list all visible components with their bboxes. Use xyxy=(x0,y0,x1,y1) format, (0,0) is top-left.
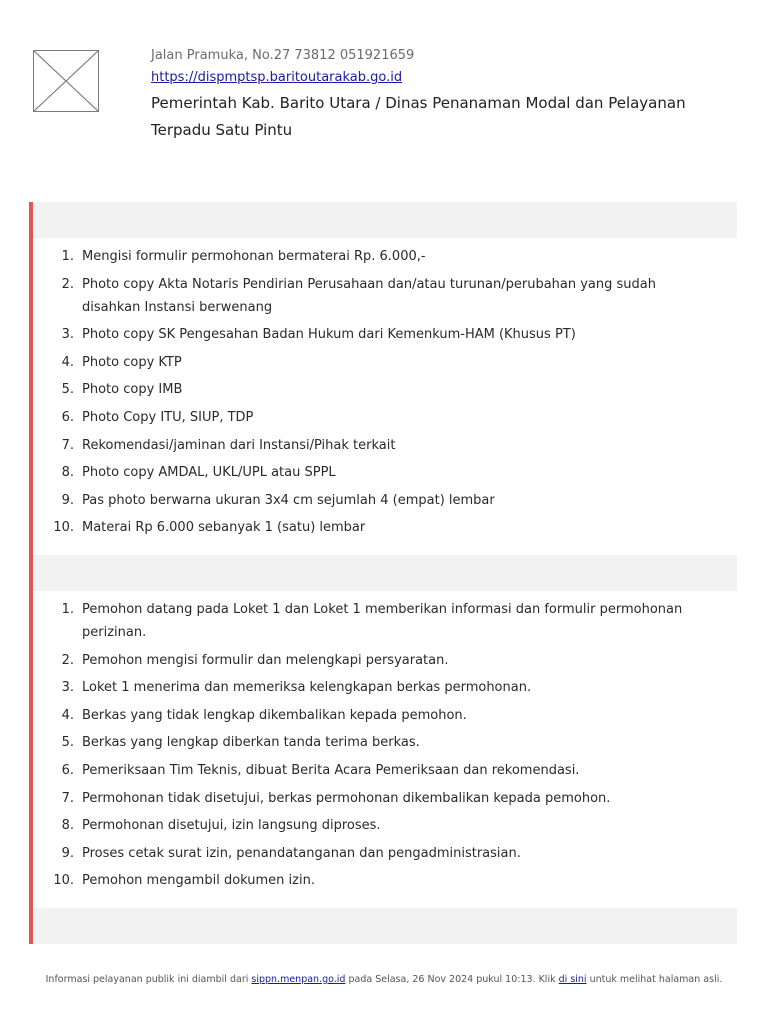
list-item xyxy=(52,434,712,457)
list-item xyxy=(52,378,712,401)
item-text: Berkas yang lengkap diberkan tanda terima berkas. xyxy=(82,735,420,751)
item-number: 4. xyxy=(61,707,74,723)
list-item xyxy=(52,461,712,484)
section-header-requirements xyxy=(33,202,737,238)
list-item xyxy=(52,323,712,346)
list-item xyxy=(52,406,712,429)
item-text: Loket 1 menerima dan memeriksa kelengkapan berkas permohonan. xyxy=(82,680,532,696)
item-number: 9. xyxy=(61,492,74,508)
item-number: 10. xyxy=(53,520,74,536)
item-text: Pas photo berwarna ukuran 3x4 cm sejumlah 4 (empat) lembar xyxy=(82,492,495,508)
item-text: Pemohon datang pada Loket 1 dan Loket 1 memberikan informasi dan formulir permohonan perizinan. xyxy=(82,602,683,640)
list-item xyxy=(52,676,712,699)
agency-name-line1: Pemerintah Kab. Barito Utara / Dinas Penanaman Modal dan Pelayanan xyxy=(151,94,686,112)
item-text: Photo copy AMDAL, UKL/UPL atau SPPL xyxy=(82,465,336,481)
website-link[interactable]: https://dispmptsp.baritoutarakab.go.id xyxy=(151,70,403,85)
list-item xyxy=(52,814,712,837)
list-item xyxy=(52,245,712,268)
footer-prefix: Informasi pelayanan publik ini diambil dari xyxy=(45,974,252,985)
item-number: 7. xyxy=(61,790,74,806)
item-number: 6. xyxy=(61,409,74,425)
item-number: 3. xyxy=(61,680,74,696)
section-header-procedure xyxy=(33,555,737,591)
item-number: 3. xyxy=(61,327,74,343)
item-text: Pemeriksaan Tim Teknis, dibuat Berita Acara Pemeriksaan dan rekomendasi. xyxy=(82,762,580,778)
header xyxy=(151,46,731,144)
source-link[interactable]: sippn.menpan.go.id xyxy=(251,974,346,985)
item-number: 6. xyxy=(61,762,74,778)
item-number: 2. xyxy=(61,652,74,668)
procedure-list xyxy=(52,598,712,897)
item-text: Mengisi formulir permohonan bermaterai Rp. 6.000,- xyxy=(82,249,426,264)
item-number: 1. xyxy=(61,602,74,617)
logo-placeholder xyxy=(33,50,99,112)
list-item xyxy=(52,273,712,319)
list-item xyxy=(52,598,712,644)
list-item xyxy=(52,842,712,865)
list-item xyxy=(52,787,712,810)
list-item xyxy=(52,759,712,782)
item-number: 5. xyxy=(61,382,74,398)
list-item xyxy=(52,731,712,754)
item-number: 2. xyxy=(61,276,74,292)
item-text: Pemohon mengambil dokumen izin. xyxy=(82,873,315,889)
requirements-list xyxy=(52,245,712,544)
item-text: Proses cetak surat izin, penandatanganan dan pengadministrasian. xyxy=(82,845,521,861)
item-text: Rekomendasi/jaminan dari Instansi/Pihak terkait xyxy=(82,437,396,453)
list-item xyxy=(52,351,712,374)
footer-middle: pada Selasa, 26 Nov 2024 pukul 10:13. Klik xyxy=(345,974,559,985)
item-text: Materai Rp 6.000 sebanyak 1 (satu) lembar xyxy=(82,520,366,536)
item-number: 10. xyxy=(53,873,74,889)
item-number: 9. xyxy=(61,845,74,861)
footer-note xyxy=(0,973,768,987)
original-page-link[interactable]: di sini xyxy=(558,974,587,985)
item-number: 4. xyxy=(61,354,74,370)
item-text: Photo copy Akta Notaris Pendirian Perusahaan dan/atau turunan/perubahan yang sudah disahkan Instansi berwenang xyxy=(82,276,656,315)
list-item xyxy=(52,489,712,512)
footer-suffix: untuk melihat halaman asli. xyxy=(586,974,723,985)
address-text: Jalan Pramuka, No.27 73812 051921659 xyxy=(151,48,415,63)
list-item xyxy=(52,869,712,892)
item-text: Photo copy KTP xyxy=(82,354,182,370)
item-text: Photo Copy ITU, SIUP, TDP xyxy=(82,409,254,425)
item-number: 5. xyxy=(61,735,74,751)
item-number: 7. xyxy=(61,437,74,453)
item-text: Pemohon mengisi formulir dan melengkapi persyaratan. xyxy=(82,652,449,668)
list-item xyxy=(52,704,712,727)
item-number: 8. xyxy=(61,818,74,834)
item-number: 8. xyxy=(61,465,74,481)
list-item xyxy=(52,516,712,539)
list-item xyxy=(52,649,712,672)
section-header-extra xyxy=(33,908,737,944)
agency-name-line2: Terpadu Satu Pintu xyxy=(151,121,293,139)
item-text: Permohonan tidak disetujui, berkas permohonan dikembalikan kepada pemohon. xyxy=(82,790,611,806)
agency-name xyxy=(151,90,731,144)
item-text: Photo copy SK Pengesahan Badan Hukum dari Kemenkum-HAM (Khusus PT) xyxy=(82,327,576,343)
item-text: Berkas yang tidak lengkap dikembalikan kepada pemohon. xyxy=(82,707,467,723)
item-text: Photo copy IMB xyxy=(82,382,183,398)
item-number: 1. xyxy=(61,249,74,264)
item-text: Permohonan disetujui, izin langsung diproses. xyxy=(82,818,381,834)
image-placeholder-icon xyxy=(34,51,98,111)
